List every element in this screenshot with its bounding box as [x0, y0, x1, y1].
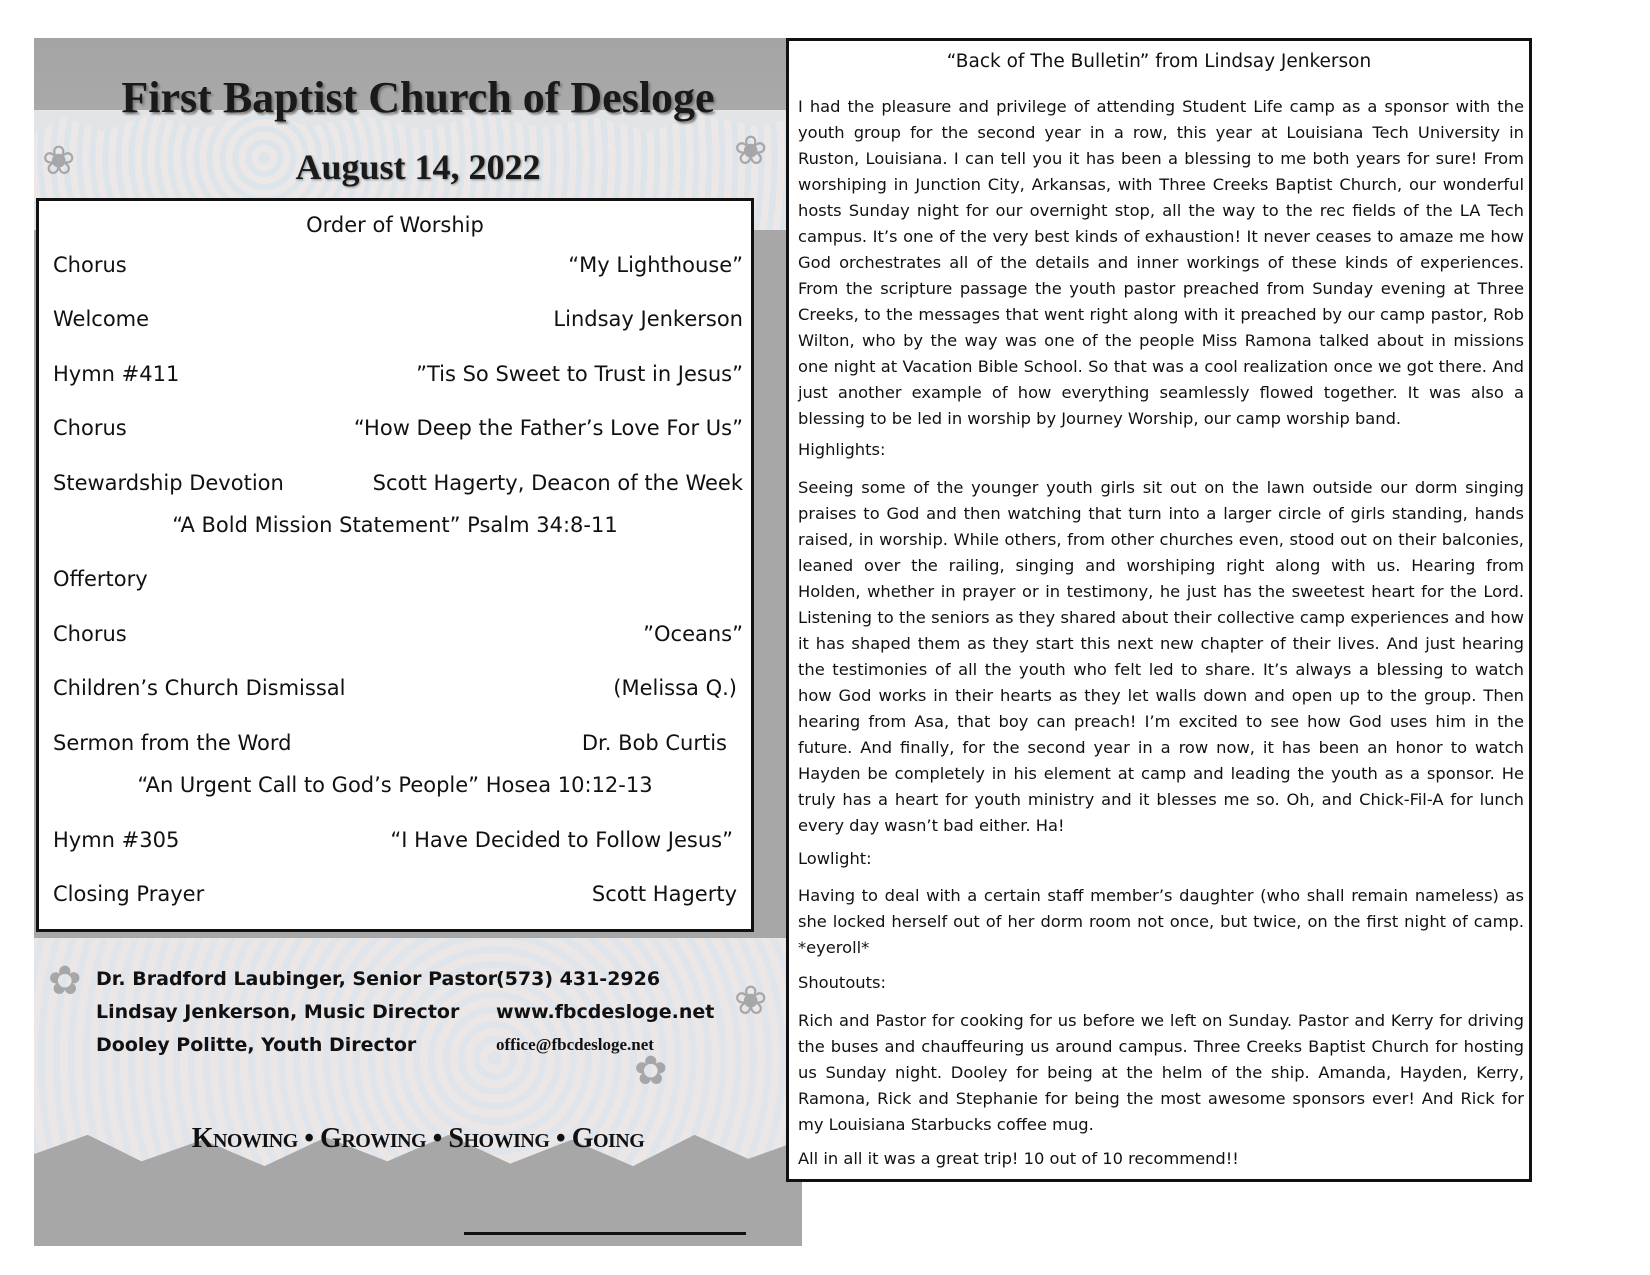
church-phone: (573) 431-2926 [496, 968, 661, 990]
staff-youth-director: Dooley Politte, Youth Director [96, 1034, 417, 1056]
church-motto: Knowing • Growing • Showing • Going [191, 1123, 645, 1154]
divider-line [464, 1232, 746, 1235]
devotion-subtitle: “A Bold Mission Statement” Psalm 34:8-11 [172, 513, 618, 537]
worship-item-label: Chorus [53, 253, 127, 277]
flower-sprig-icon: ❀ [42, 138, 76, 184]
church-website[interactable]: www.fbcdesloge.net [496, 1001, 715, 1023]
church-name: First Baptist Church of Desloge [121, 73, 715, 122]
worship-item [53, 362, 743, 392]
worship-item [53, 882, 743, 912]
sermon-subtitle: “An Urgent Call to God’s People” Hosea 10:12-13 [137, 773, 653, 797]
highlights-heading: Highlights: [798, 440, 886, 459]
worship-item-detail: “How Deep the Father’s Love For Us” [353, 416, 743, 440]
worship-item-label: Stewardship Devotion [53, 471, 284, 495]
worship-item [53, 253, 743, 283]
back-of-bulletin-panel [786, 38, 1532, 1182]
worship-item-label: Chorus [53, 622, 127, 646]
worship-item [53, 828, 743, 858]
worship-item-detail: ”Tis So Sweet to Trust in Jesus” [416, 362, 743, 386]
staff-senior-pastor: Dr. Bradford Laubinger, Senior Pastor [96, 968, 498, 990]
worship-item-label: Children’s Church Dismissal [53, 676, 346, 700]
lowlight-paragraph: Having to deal with a certain staff member’s daughter (who shall remain nameless) as she locked herself out of her dorm room not once, but twice, on the first night of camp. *eyeroll* [798, 886, 1524, 957]
worship-item-detail: Scott Hagerty [591, 882, 737, 906]
worship-item-detail: ”Oceans” [643, 622, 743, 646]
worship-item-label: Chorus [53, 416, 127, 440]
worship-item-label: Offertory [53, 567, 148, 591]
worship-item-detail: “My Lighthouse” [568, 253, 743, 277]
worship-item [53, 471, 743, 501]
closing-line: All in all it was a great trip! 10 out of 10 recommend!! [798, 1149, 1239, 1168]
flower-sprig-icon: ❀ [734, 978, 768, 1024]
worship-item [53, 622, 743, 652]
lowlight-heading: Lowlight: [798, 849, 872, 868]
worship-item-detail: Scott Hagerty, Deacon of the Week [372, 471, 743, 495]
worship-item-label: Welcome [53, 307, 150, 331]
flower-sprig-icon: ✿ [48, 958, 82, 1004]
shoutouts-heading: Shoutouts: [798, 973, 886, 992]
church-email[interactable]: office@fbcdesloge.net [496, 1035, 654, 1054]
worship-item-label: Closing Prayer [53, 882, 205, 906]
worship-item [53, 416, 743, 446]
worship-item-label: Hymn #411 [53, 362, 180, 386]
shoutouts-paragraph: Rich and Pastor for cooking for us before we left on Sunday. Pastor and Kerry for driving the buses and chauffeuring us around campus. Three Creeks Baptist Church for hosting us Sunday night. Dooley for being at the helm of the ship. Amanda, Hayden, Kerry, Ramona, Rick and Stephanie for being the most awesome sponsors ever! And Rick for my Louisiana Starbucks coffee mug. [798, 1011, 1524, 1134]
flower-sprig-icon: ✿ [634, 1048, 668, 1094]
worship-item-label: Sermon from the Word [53, 731, 292, 755]
bulletin-intro-paragraph: I had the pleasure and privilege of attending Student Life camp as a sponsor with the youth group for the second year in a row, this year at Louisiana Tech University in Ruston, Louisiana. I can tell you it has been a blessing to me both years for sure! From worshiping in Junction City, Arkansas, with Three Creeks Baptist Church, our wonderful hosts Sunday night for our overnight stop, all the way to the rec fields of the LA Tech campus. It’s one of the very best kinds of exhaustion! It never ceases to amaze me how God orchestrates all of the details and inner workings of these kinds of experiences. From the scripture passage the youth pastor preached from Sunday evening at Three Creeks, to the messages that went right along with it preached by our camp pastor, Rob Wilton, who by the way was one of the people Miss Ramona talked about in missions one night at Vacation Bible School. So that was a cool realization once we got there. And just another example of how everything seamlessly flowed together. It was also a blessing to be led in worship by Journey Worship, our camp worship band. [798, 97, 1524, 428]
worship-item-detail: Lindsay Jenkerson [553, 307, 743, 331]
worship-item-detail: (Melissa Q.) [613, 676, 737, 700]
order-of-worship-box [36, 198, 754, 932]
worship-item [53, 307, 743, 337]
worship-item [53, 676, 743, 706]
flower-sprig-icon: ❀ [734, 128, 768, 174]
worship-item [53, 731, 743, 761]
worship-item-detail: “I Have Decided to Follow Jesus” [390, 828, 733, 852]
service-date: August 14, 2022 [295, 147, 541, 187]
worship-item-detail: Dr. Bob Curtis [581, 731, 727, 755]
bulletin-title: “Back of The Bulletin” from Lindsay Jenkerson [946, 51, 1372, 72]
worship-item-label: Hymn #305 [53, 828, 180, 852]
staff-music-director: Lindsay Jenkerson, Music Director [96, 1001, 460, 1023]
order-of-worship-heading: Order of Worship [306, 213, 484, 237]
highlights-paragraph: Seeing some of the younger youth girls sit out on the lawn outside our dorm singing praises to God and then watching that turn into a larger circle of girls standing, hands raised, in worship. While others, from other churches even, stood out on their balconies, leaned over the railing, singing and worshiping right along with us. Hearing from Holden, whether in prayer or in testimony, he just has the sweetest heart for the Lord. Listening to the seniors as they shared about their collective camp experiences and how it has shaped them as they start this next new chapter of their lives. And just hearing the testimonies of all the youth who felt led to share. It’s always a blessing to watch how God works in their hearts as they let walls down and open up to the group. Then hearing from Asa, that boy can preach! I’m excited to see how God uses him in the future. And finally, for the second year in a row now, it has been an honor to watch Hayden be completely in his element at camp and leading the youth as a sponsor. He truly has a heart for youth ministry and it blesses me so. Oh, and Chick-Fil-A for lunch every day wasn’t bad either. Ha! [798, 478, 1524, 835]
worship-item [53, 567, 743, 597]
